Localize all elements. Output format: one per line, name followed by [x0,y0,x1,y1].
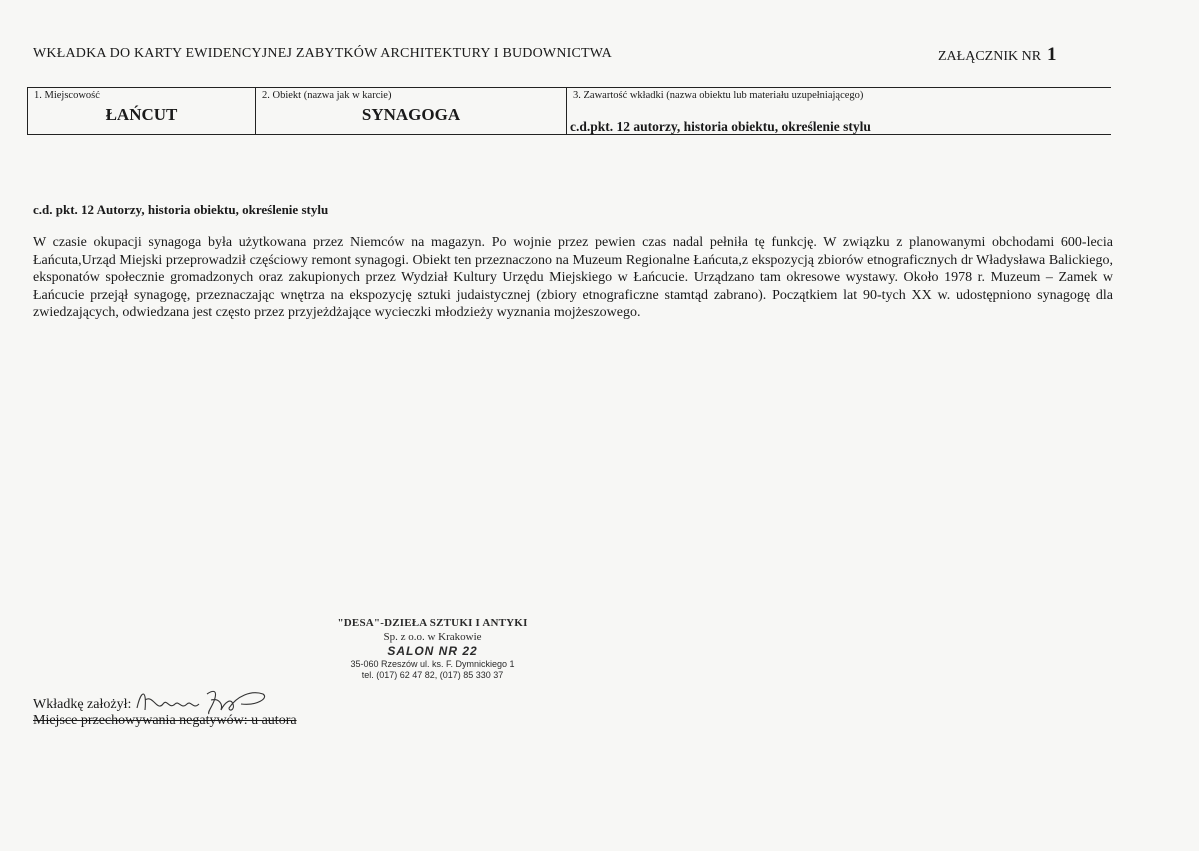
object-value: SYNAGOGA [361,105,461,124]
locality-label: 1. Miejscowość [34,90,100,101]
locality-cell [28,88,256,134]
created-by-label: Wkładkę założył: [33,697,132,712]
stamp-line-phone: tel. (017) 62 47 82, (017) 85 330 37 [361,670,504,680]
annex-number: 1 [1047,44,1057,65]
object-label: 2. Obiekt (nazwa jak w karcie) [262,90,392,101]
content-label: 3. Zawartość wkładki (nazwa obiektu lub materiału uzupełniającego) [573,90,864,101]
object-cell [256,88,567,134]
history-paragraph: W czasie okupacji synagoga była użytkowana przez Niemców na magazyn. Po wojnie przez pewien czas nadal pełniła tę funkcję. W związku z planowanymi obchodami 600-lecia Łańcuta,Urząd Miejski przeprowadził częściowy remont synagogi. Obiekt ten przeznaczono na Muzeum Regionalne Łańcuta,z ekspozycją zbiorów etnograficznych dr Władysława Balickiego, eksponatów społecznie gromadzonych oraz zakupionych przez Wydział Kultury Urzędu Miejskiego w Łańcucie. Urządzano tam okresowe wystawy. Około 1978 r. Muzeum – Zamek w Łańcucie przejął synagogę, przeznaczając wnętrza na ekspozycję sztuki judaistycznej (zbiory etnograficzne stamtąd zabrano). Początkiem lat 90-tych XX w. udostępniono synagogę dla zwiedzających, odwiedzana jest często przez przyjeżdżające wycieczki młodzieży wyznania mojżeszowego. [33,235,1113,320]
annex-label [938,44,1057,66]
info-table [27,87,1111,135]
annex-label-text: ZAŁĄCZNIK NR [938,49,1042,64]
locality-value: ŁAŃCUT [105,105,178,124]
stamp-line-address: 35-060 Rzeszów ul. ks. F. Dymnickiego 1 [350,659,515,669]
company-stamp [320,617,545,680]
stamp-line-legal: Sp. z o.o. w Krakowie [383,631,482,643]
section-heading: c.d. pkt. 12 Autorzy, historia obiektu, określenie stylu [33,202,329,217]
stamp-line-company: "DESA"-DZIEŁA SZTUKI I ANTYKI [337,617,528,629]
content-cell [567,88,1111,134]
stamp-line-salon: SALON NR 22 [387,644,478,658]
document-title: WKŁADKA DO KARTY EWIDENCYJNEJ ZABYTKÓW ARCHITEKTURY I BUDOWNICTWA [33,46,612,61]
content-value: c.d.pkt. 12 autorzy, historia obiektu, określenie stylu [570,119,871,134]
negatives-storage-line: Miejsce przechowywania negatywów: u autora [33,713,297,728]
